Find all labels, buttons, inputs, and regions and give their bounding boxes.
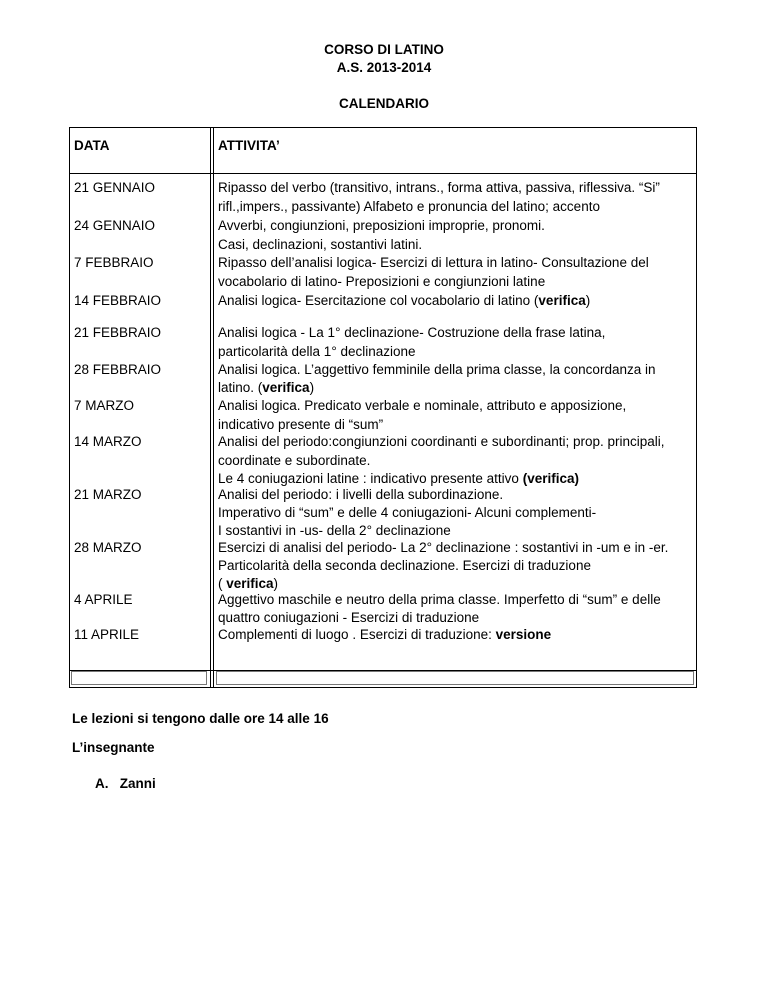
row-activity-line: Esercizi di analisi del periodo- La 2° declinazione : sostantivi in -um e in -er. — [218, 540, 669, 555]
row-activity-line: Analisi logica - La 1° declinazione- Costruzione della frase latina, — [218, 325, 606, 340]
row-activity-line: Particolarità della seconda declinazione. Esercizi di traduzione — [218, 558, 591, 573]
row-activity-line: Casi, declinazioni, sostantivi latini. — [218, 237, 423, 252]
empty-footer-cell — [216, 671, 694, 685]
title-course: CORSO DI LATINO — [324, 42, 444, 57]
teacher-name: A. Zanni — [95, 776, 156, 791]
header-separator — [70, 173, 696, 174]
row-activity-line: quattro coniugazioni - Esercizi di traduzione — [218, 610, 480, 625]
calendar-table — [69, 127, 697, 688]
row-activity-line: Complementi di luogo . Esercizi di traduzione: versione — [218, 627, 552, 642]
row-activity-line: latino. (verifica) — [218, 380, 315, 395]
lesson-hours-note: Le lezioni si tengono dalle ore 14 alle 16 — [72, 711, 329, 726]
row-activity-line: rifl.,impers., passivante) Alfabeto e pronuncia del latino; accento — [218, 199, 600, 214]
verifica-mark: (verifica) — [522, 471, 579, 486]
row-activity-line: Analisi del periodo: i livelli della subordinazione. — [218, 487, 504, 502]
header-activity: ATTIVITA’ — [218, 138, 280, 153]
row-activity-line: coordinate e subordinate. — [218, 453, 371, 468]
row-activity-line: Le 4 coniugazioni latine : indicativo presente attivo (verifica) — [218, 471, 579, 486]
title-year: A.S. 2013-2014 — [336, 60, 432, 75]
row-activity-line: vocabolario di latino- Preposizioni e congiunzioni latine — [218, 274, 546, 289]
row-date: 14 MARZO — [74, 434, 142, 449]
row-activity-line: Ripasso dell’analisi logica- Esercizi di lettura in latino- Consultazione del — [218, 255, 649, 270]
row-date: 21 GENNAIO — [74, 180, 156, 195]
row-date: 28 MARZO — [74, 540, 142, 555]
row-activity-line: Aggettivo maschile e neutro della prima classe. Imperfetto di “sum” e delle — [218, 592, 661, 607]
row-activity-line: Analisi logica. L’aggettivo femminile della prima classe, la concordanza in — [218, 362, 656, 377]
row-activity-line: ( verifica) — [218, 576, 279, 591]
row-activity-line: Analisi del periodo:congiunzioni coordinanti e subordinanti; prop. principali, — [218, 434, 665, 449]
row-date: 21 FEBBRAIO — [74, 325, 162, 340]
row-date: 7 FEBBRAIO — [74, 255, 154, 270]
row-activity-line: Analisi logica- Esercitazione col vocabolario di latino (verifica) — [218, 293, 591, 308]
row-date: 28 FEBBRAIO — [74, 362, 162, 377]
row-date: 11 APRILE — [74, 627, 140, 642]
verifica-mark: verifica — [538, 293, 586, 308]
row-date: 4 APRILE — [74, 592, 133, 607]
row-date: 14 FEBBRAIO — [74, 293, 162, 308]
row-activity-line: Analisi logica. Predicato verbale e nominale, attributo e apposizione, — [218, 398, 627, 413]
verifica-mark: verifica — [262, 380, 310, 395]
verifica-mark: verifica — [226, 576, 274, 591]
row-activity-line: Avverbi, congiunzioni, preposizioni improprie, pronomi. — [218, 218, 545, 233]
empty-footer-cell — [71, 671, 207, 685]
row-date: 24 GENNAIO — [74, 218, 156, 233]
versione-mark: versione — [495, 627, 552, 642]
row-activity-line: indicativo presente di “sum” — [218, 417, 384, 432]
header-date: DATA — [74, 138, 110, 153]
teacher-label: L’insegnante — [72, 740, 155, 755]
row-date: 7 MARZO — [74, 398, 135, 413]
row-activity-line: Ripasso del verbo (transitivo, intrans., forma attiva, passiva, riflessiva. “Si” — [218, 180, 660, 195]
row-activity-line: Imperativo di “sum” e delle 4 coniugazioni- Alcuni complementi- — [218, 505, 597, 520]
row-date: 21 MARZO — [74, 487, 142, 502]
row-activity-line: particolarità della 1° declinazione — [218, 344, 416, 359]
column-divider-inner — [213, 128, 214, 687]
title-calendar: CALENDARIO — [339, 96, 429, 111]
row-activity-line: I sostantivi in -us- della 2° declinazione — [218, 523, 451, 538]
column-divider — [210, 128, 211, 687]
